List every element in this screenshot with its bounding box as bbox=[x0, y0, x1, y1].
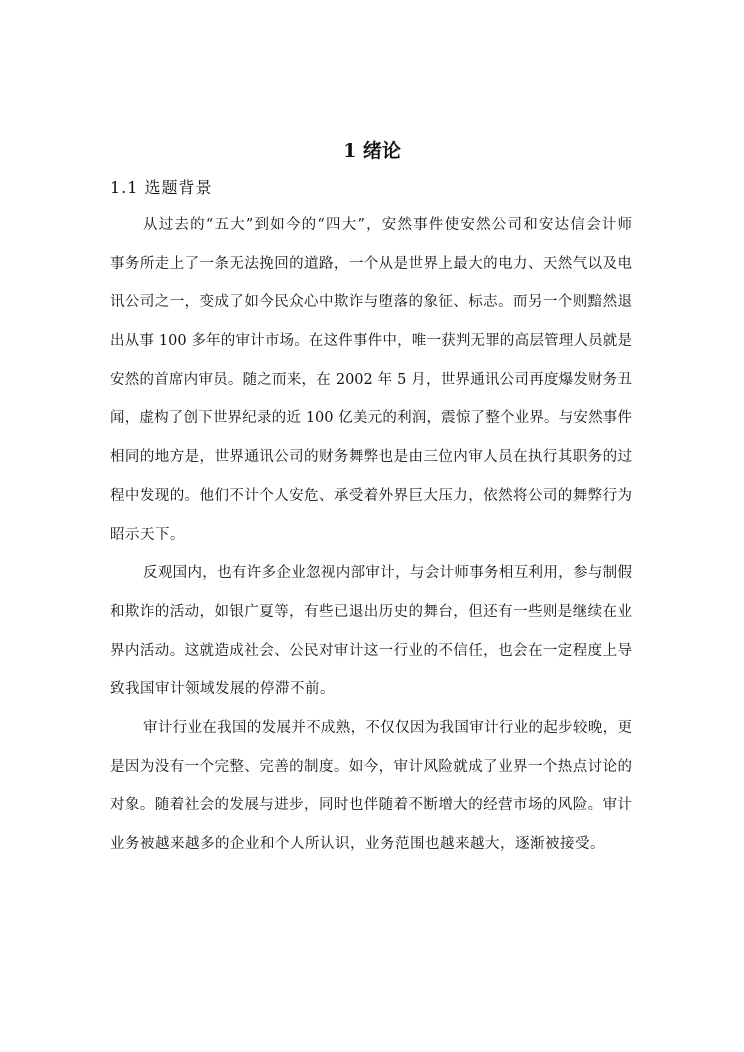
paragraph-line: 是因为没有一个完整、完善的制度。如今，审计风险就成了业界一个热点讨论的 bbox=[110, 758, 632, 775]
paragraph-line: 审计行业在我国的发展并不成熟，不仅仅因为我国审计行业的起步较晚，更 bbox=[143, 719, 632, 736]
paragraph-line: 事务所走上了一条无法挽回的道路，一个从是世界上最大的电力、天然气以及电 bbox=[110, 255, 632, 272]
paragraph-line: 讯公司之一，变成了如今民众心中欺诈与堕落的象征、标志。而另一个则黯然退 bbox=[110, 294, 632, 311]
paragraph-line: 程中发现的。他们不计个人安危、承受着外界巨大压力，依然将公司的舞弊行为 bbox=[110, 487, 632, 504]
paragraph-line: 反观国内，也有许多企业忽视内部审计，与会计师事务相互利用，参与制假 bbox=[143, 565, 632, 582]
paragraph-line: 对象。随着社会的发展与进步，同时也伴随着不断增大的经营市场的风险。审计 bbox=[110, 797, 632, 814]
paragraph-line: 界内活动。这就造成社会、公民对审计这一行业的不信任，也会在一定程度上导 bbox=[110, 642, 632, 659]
paragraph-line: 相同的地方是，世界通讯公司的财务舞弊也是由三位内审人员在执行其职务的过 bbox=[110, 449, 632, 466]
paragraph-line: 业务被越来越多的企业和个人所认识，业务范围也越来越大，逐渐被接受。 bbox=[110, 836, 605, 852]
body-text bbox=[110, 213, 632, 871]
section-heading: 1.1 选题背景 bbox=[110, 178, 213, 197]
paragraph-line: 和欺诈的活动，如银广夏等，有些已退出历史的舞台，但还有一些则是继续在业 bbox=[110, 603, 632, 620]
chapter-title: 1 绪论 bbox=[343, 140, 401, 162]
paragraph-line: 从过去的“五大”到如今的“四大”，安然事件使安然公司和安达信会计师 bbox=[143, 217, 632, 233]
paragraph-line: 致我国审计领域发展的停滞不前。 bbox=[110, 681, 335, 698]
paragraph-line: 闻，虚构了创下世界纪录的近 100 亿美元的利润，震惊了整个业界。与安然事件 bbox=[110, 410, 632, 427]
paragraph-line: 安然的首席内审员。随之而来，在 2002 年 5 月，世界通讯公司再度爆发财务丑 bbox=[110, 371, 632, 388]
paragraph-line: 出从事 100 多年的审计市场。在这件事件中，唯一获判无罪的高层管理人员就是 bbox=[110, 333, 632, 350]
paragraph-line: 昭示天下。 bbox=[110, 526, 185, 543]
